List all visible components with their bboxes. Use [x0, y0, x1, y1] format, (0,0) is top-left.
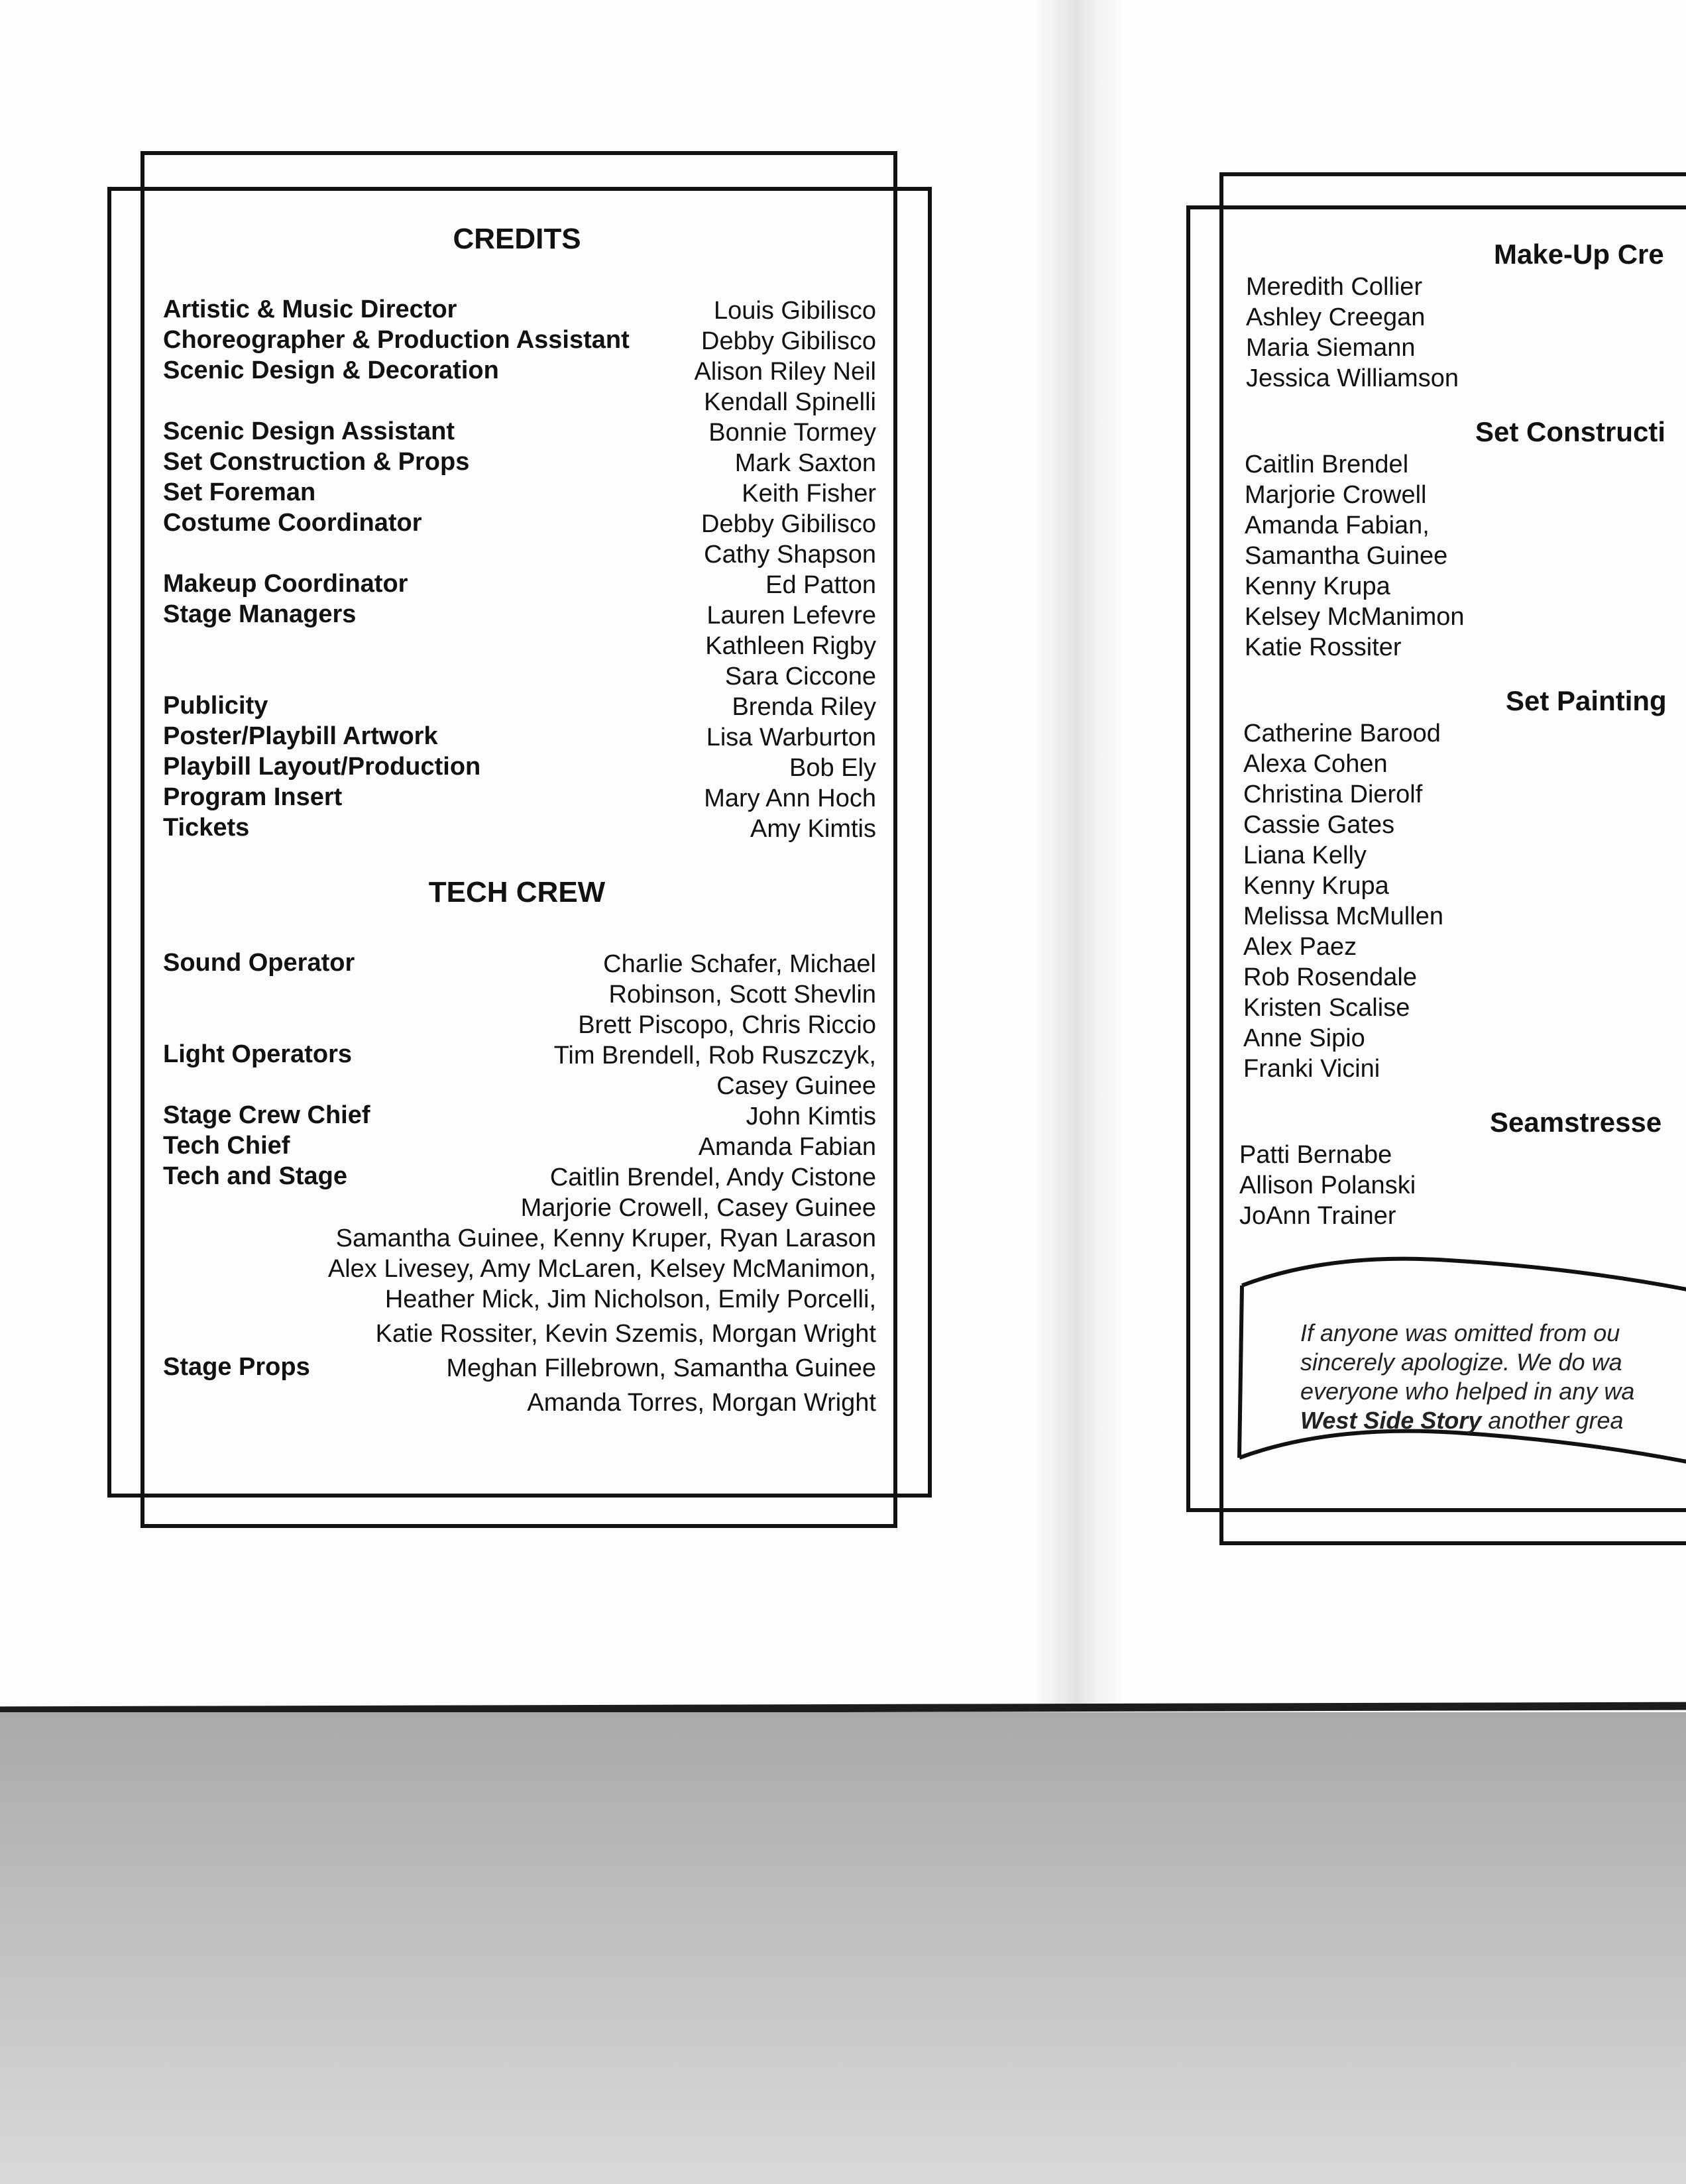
seamstresses-list — [1239, 1140, 1416, 1231]
credit-name: Lisa Warburton — [706, 724, 876, 751]
credits-title: CREDITS — [453, 223, 581, 255]
credit-name: Kendall Spinelli — [704, 388, 876, 416]
credit-name: Lauren Lefevre — [706, 602, 876, 629]
credit-name: Bonnie Tormey — [708, 419, 876, 447]
credit-role: Makeup Coordinator — [163, 570, 408, 598]
crew-member: Cassie Gates — [1243, 811, 1395, 839]
show-title: West Side Story — [1300, 1407, 1482, 1434]
set-construction-heading: Set Constructi — [1475, 416, 1666, 447]
credit-role: Artistic & Music Director — [163, 296, 457, 323]
credit-role: Publicity — [163, 692, 268, 720]
crew-member: Alexa Cohen — [1243, 750, 1388, 778]
credit-name: Alison Riley Neil — [694, 358, 876, 386]
credit-role: Costume Coordinator — [163, 509, 422, 537]
tech-names-line: Brett Piscopo, Chris Riccio — [578, 1011, 876, 1039]
tech-names-line: Alex Livesey, Amy McLaren, Kelsey McManimon, — [327, 1255, 876, 1283]
credit-role: Set Foreman — [163, 478, 316, 506]
credit-name: Mary Ann Hoch — [704, 785, 876, 812]
crew-member: Franki Vicini — [1243, 1055, 1380, 1083]
credit-role: Scenic Design & Decoration — [163, 356, 499, 384]
credit-name: Louis Gibilisco — [714, 297, 876, 325]
set-construction-list — [1245, 449, 1465, 663]
tech-names-line: Meghan Fillebrown, Samantha Guinee — [446, 1354, 876, 1382]
crew-member: Anne Sipio — [1243, 1024, 1365, 1052]
crew-member: Meredith Collier — [1246, 273, 1423, 301]
crew-member: Marjorie Crowell — [1245, 481, 1427, 509]
credit-name: Mark Saxton — [734, 449, 876, 477]
tech-names-line: Tim Brendell, Rob Ruszczyk, — [553, 1042, 876, 1069]
credit-name: Debby Gibilisco — [701, 510, 876, 538]
note-line-rest: another grea — [1481, 1407, 1624, 1434]
crew-member: Liana Kelly — [1243, 842, 1367, 869]
makeup-crew-heading: Make-Up Cre — [1494, 239, 1664, 270]
credit-name: Keith Fisher — [742, 480, 876, 508]
note-line: everyone who helped in any wa — [1300, 1378, 1635, 1405]
tech-names-line: Casey Guinee — [716, 1072, 876, 1100]
credit-role: Poster/Playbill Artwork — [163, 722, 438, 750]
tech-names-line: Charlie Schafer, Michael — [603, 950, 876, 978]
crew-member: Katie Rossiter — [1245, 633, 1402, 661]
credit-name: Cathy Shapson — [704, 541, 876, 569]
credit-name: Sara Ciccone — [724, 663, 876, 690]
crew-member: Christina Dierolf — [1243, 781, 1423, 808]
set-painting-list — [1243, 718, 1443, 1084]
crew-member: Kelsey McManimon — [1245, 603, 1465, 631]
crew-member: Kristen Scalise — [1243, 994, 1410, 1022]
crew-member: Allison Polanski — [1239, 1172, 1416, 1199]
tech-role: Stage Props — [163, 1353, 310, 1381]
tech-crew-title: TECH CREW — [428, 876, 606, 908]
tech-names-line: Robinson, Scott Shevlin — [608, 981, 876, 1009]
makeup-crew-list — [1246, 272, 1459, 394]
credit-name: Amy Kimtis — [750, 815, 876, 843]
tech-role: Stage Crew Chief — [163, 1101, 370, 1129]
crew-member: Patti Bernabe — [1239, 1141, 1392, 1169]
crew-member: Jessica Williamson — [1246, 364, 1459, 392]
tech-role: Tech and Stage — [163, 1162, 348, 1190]
tech-names-line: Marjorie Crowell, Casey Guinee — [520, 1194, 876, 1222]
credit-role: Choreographer & Production Assistant — [163, 326, 630, 354]
crew-member: Ashley Creegan — [1246, 303, 1426, 331]
set-painting-heading: Set Painting — [1506, 685, 1667, 716]
tech-names-line: John Kimtis — [746, 1103, 876, 1130]
tech-names-line: Samantha Guinee, Kenny Kruper, Ryan Larason — [335, 1225, 876, 1252]
tech-role: Tech Chief — [163, 1132, 290, 1160]
right-page — [1127, 0, 1686, 1710]
crew-member: Catherine Barood — [1243, 720, 1441, 747]
scanner-bed-shadow — [0, 1712, 1686, 2184]
tech-names-line: Heather Mick, Jim Nicholson, Emily Porcelli, — [384, 1285, 876, 1313]
seamstresses-heading: Seamstresse — [1490, 1107, 1662, 1138]
tech-names-line: Amanda Fabian — [698, 1133, 876, 1161]
crew-member: Samantha Guinee — [1245, 542, 1448, 570]
note-line: sincerely apologize. We do wa — [1300, 1348, 1622, 1376]
credit-role: Playbill Layout/Production — [163, 753, 481, 781]
note-line — [1300, 1406, 1634, 1435]
crew-member: Kenny Krupa — [1245, 573, 1390, 600]
apology-note — [1300, 1319, 1634, 1435]
credit-name: Ed Patton — [765, 571, 876, 599]
crew-member: Maria Siemann — [1246, 334, 1416, 362]
tech-names-line: Katie Rossiter, Kevin Szemis, Morgan Wright — [375, 1320, 876, 1348]
credit-role: Scenic Design Assistant — [163, 417, 455, 445]
tech-role: Sound Operator — [163, 949, 355, 977]
credit-role: Set Construction & Props — [163, 448, 470, 476]
note-line: If anyone was omitted from ou — [1300, 1319, 1620, 1346]
tech-role: Light Operators — [163, 1040, 353, 1068]
credit-name: Debby Gibilisco — [701, 327, 876, 355]
crew-member: Melissa McMullen — [1243, 902, 1443, 930]
tech-names-line: Caitlin Brendel, Andy Cistone — [549, 1164, 876, 1191]
credit-role: Program Insert — [163, 783, 343, 811]
credit-role: Stage Managers — [163, 600, 357, 628]
credit-name: Kathleen Rigby — [705, 632, 876, 660]
credit-name: Brenda Riley — [732, 693, 876, 721]
credit-name: Bob Ely — [789, 754, 876, 782]
crew-member: Amanda Fabian, — [1245, 512, 1430, 539]
crew-member: Alex Paez — [1243, 933, 1357, 961]
credit-role: Tickets — [163, 814, 250, 842]
book-gutter-shadow — [1034, 0, 1127, 1710]
crew-member: Kenny Krupa — [1243, 872, 1389, 900]
crew-member: Rob Rosendale — [1243, 963, 1417, 991]
crew-member: Caitlin Brendel — [1245, 451, 1409, 478]
crew-member: JoAnn Trainer — [1239, 1202, 1396, 1230]
tech-names-line: Amanda Torres, Morgan Wright — [527, 1389, 876, 1417]
